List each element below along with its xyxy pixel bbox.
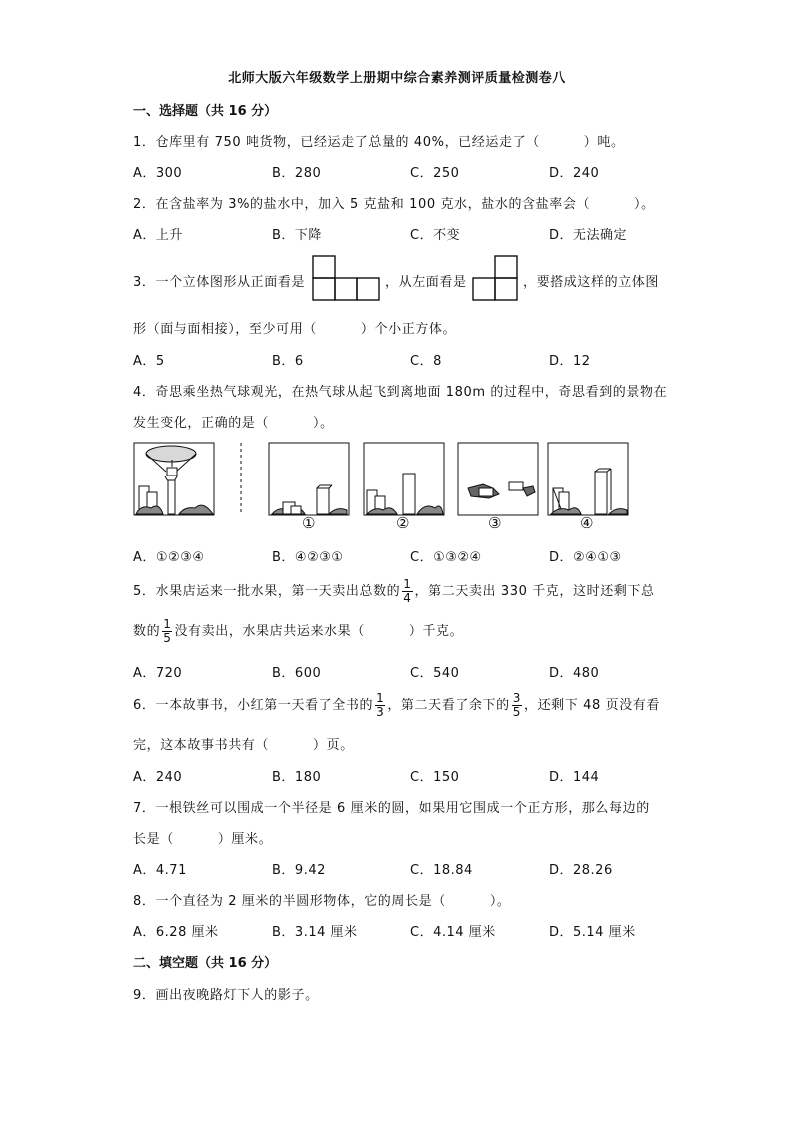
question-4-line-1: 4．奇思乘坐热气球观光，在热气球从起飞到离地面 180m 的过程中，奇思看到的景物在 (133, 385, 668, 400)
option-b: B．④②③① (272, 550, 344, 565)
balloon-views-figure (133, 440, 633, 520)
question-1: 1．仓库里有 750 吨货物，已经运走了总量的 40%，已经运走了（ ）吨。 (133, 135, 625, 150)
question-9: 9．画出夜晚路灯下人的影子。 (133, 988, 319, 1003)
question-6-options (133, 766, 693, 784)
question-5-options (133, 662, 693, 680)
question-6-line-1: 6．一本故事书，小红第一天看了全书的 $\frac{1}{3}$ ，第二天看了余下的 $\frac{3}{5}$ ，还剩下 48 页没有看 (133, 691, 660, 719)
option-b: B．9.42 (272, 863, 326, 878)
option-c: C．250 (410, 166, 460, 181)
view-label-4: ④ (580, 514, 594, 532)
question-1-options (133, 162, 693, 180)
cube-face (313, 278, 335, 300)
option-a: A．300 (133, 166, 183, 181)
cube-face (495, 278, 517, 300)
option-b: B．3.14 厘米 (272, 925, 358, 940)
option-d: D．无法确定 (549, 228, 628, 243)
question-2: 2．在含盐率为 3%的盐水中，加入 5 克盐和 100 克水，盐水的含盐率会（ ）。 (133, 197, 655, 212)
question-5-line-2: 数的 $\frac{1}{5}$ 没有卖出，水果店共运来水果（ ）千克。 (133, 617, 464, 645)
cube-face (335, 278, 357, 300)
section-fill-heading: 二、填空题（共 16 分） (133, 956, 278, 971)
section-choice-heading: 一、选择题（共 16 分） (133, 104, 278, 119)
option-d: D．480 (549, 666, 600, 681)
option-a: A．上升 (133, 228, 183, 243)
option-c: C．4.14 厘米 (410, 925, 496, 940)
option-d: D．144 (549, 770, 600, 785)
question-3-text-c: ，要搭成这样的立体图 (523, 275, 660, 290)
option-c: C．不变 (410, 228, 461, 243)
question-8: 8．一个直径为 2 厘米的半圆形物体，它的周长是（ ）。 (133, 894, 511, 909)
question-7-line-2: 长是（ ）厘米。 (133, 832, 273, 847)
question-4-options (133, 546, 693, 564)
scene-view-1 (269, 443, 349, 515)
option-a: A．5 (133, 354, 165, 369)
option-a: A．6.28 厘米 (133, 925, 219, 940)
option-b: B．600 (272, 666, 322, 681)
question-3-text-b: ，从左面看是 (385, 275, 467, 290)
cube-face (313, 256, 335, 278)
option-b: B．6 (272, 354, 304, 369)
option-c: C．①③②④ (410, 550, 482, 565)
question-8-options (133, 921, 693, 939)
option-d: D．5.14 厘米 (549, 925, 636, 940)
question-7-line-1: 7．一根铁丝可以围成一个半径是 6 厘米的圆，如果用它围成一个正方形，那么每边的 (133, 801, 650, 816)
fraction: $\frac{3}{5}$ (512, 691, 521, 719)
front-view-figure (312, 255, 382, 303)
fraction: $\frac{1}{5}$ (163, 617, 172, 645)
option-a: A．4.71 (133, 863, 187, 878)
question-6-line-2: 完，这本故事书共有（ ）页。 (133, 738, 354, 753)
cube-face (473, 278, 495, 300)
left-view-figure (472, 255, 520, 303)
option-a: A．720 (133, 666, 183, 681)
option-b: B．180 (272, 770, 322, 785)
question-2-options (133, 224, 693, 242)
option-d: D．②④①③ (549, 550, 622, 565)
question-5-line-1: 5．水果店运来一批水果，第一天卖出总数的 $\frac{1}{4}$ ，第二天卖出 330 千克，这时还剩下总 (133, 577, 655, 605)
question-7-options (133, 859, 693, 877)
view-label-2: ② (396, 514, 410, 532)
option-d: D．12 (549, 354, 591, 369)
page-title: 北师大版六年级数学上册期中综合素养测评质量检测卷八 (228, 71, 566, 86)
scene-view-4 (548, 443, 628, 515)
option-d: D．28.26 (549, 863, 613, 878)
cube-face (357, 278, 379, 300)
option-c: C．8 (410, 354, 442, 369)
balloon-scene (134, 443, 214, 515)
question-3-line-2: 形（面与面相接），至少可用（ ）个小正方体。 (133, 322, 457, 337)
question-4-line-2: 发生变化，正确的是（ ）。 (133, 416, 334, 431)
fraction: $\frac{1}{4}$ (403, 577, 412, 605)
fraction: $\frac{1}{3}$ (376, 691, 385, 719)
view-label-1: ① (302, 514, 316, 532)
option-d: D．240 (549, 166, 600, 181)
view-label-3: ③ (488, 514, 502, 532)
question-3-text-a: 3．一个立体图形从正面看是 (133, 275, 306, 290)
scene-view-3 (458, 443, 538, 515)
option-b: B．下降 (272, 228, 322, 243)
question-3-options (133, 350, 693, 368)
scene-view-2 (364, 443, 444, 515)
cube-face (495, 256, 517, 278)
option-a: A．①②③④ (133, 550, 205, 565)
option-a: A．240 (133, 770, 183, 785)
option-c: C．150 (410, 770, 460, 785)
option-c: C．18.84 (410, 863, 473, 878)
option-b: B．280 (272, 166, 322, 181)
option-c: C．540 (410, 666, 460, 681)
